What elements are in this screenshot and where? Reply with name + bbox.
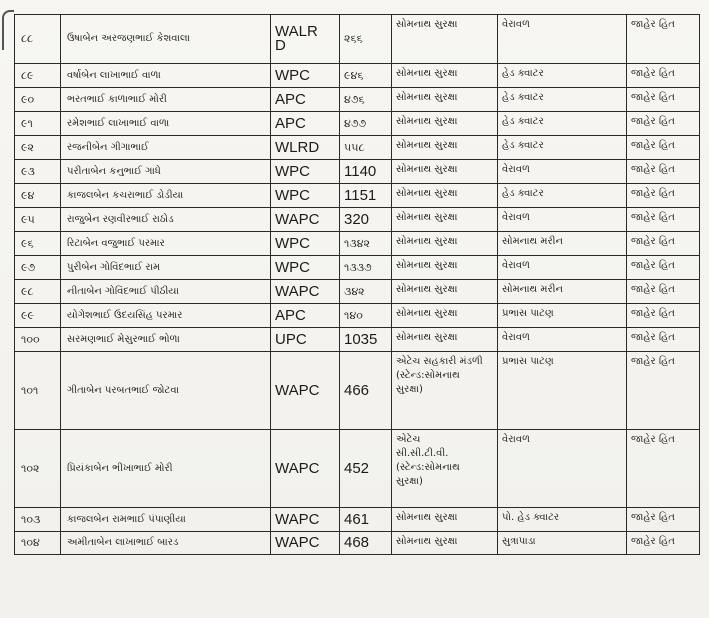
new-posting-cell: હેડ ક્વાટર bbox=[498, 184, 627, 208]
table-row bbox=[15, 508, 700, 532]
current-place-cell: સોમનાથ સુરક્ષા bbox=[392, 328, 498, 352]
new-posting-cell: વેરાવળ bbox=[498, 256, 627, 280]
employee-name-cell: કાજલબેન કચરાભાઈ ડોડીયા bbox=[61, 184, 271, 208]
designation-cell: WAPC bbox=[271, 532, 340, 555]
designation-cell: APC bbox=[271, 88, 340, 112]
current-place-cell: સોમનાથ સુરક્ષા bbox=[392, 304, 498, 328]
page-corner-mark bbox=[2, 10, 14, 50]
new-posting-cell: હેડ ક્વાટર bbox=[498, 64, 627, 88]
employee-name-cell: રાજુબેન રણવીરભાઈ રાઠોડ bbox=[61, 208, 271, 232]
serial-number-cell: ૯૧ bbox=[15, 112, 61, 136]
remark-cell: જાહેર હિત bbox=[627, 112, 700, 136]
buckle-number-cell: ૪૭૬ bbox=[340, 88, 392, 112]
new-posting-cell: પો. હેડ ક્વાટર bbox=[498, 508, 627, 532]
current-place-cell: સોમનાથ સુરક્ષા bbox=[392, 280, 498, 304]
employee-name-cell: પ્રિયંકાબેન ભીખાભાઈ મોરી bbox=[61, 430, 271, 508]
designation-cell: WALR D bbox=[271, 15, 340, 64]
current-place-cell: સોમનાથ સુરક્ષા bbox=[392, 508, 498, 532]
current-place-cell: સોમનાથ સુરક્ષા bbox=[392, 15, 498, 64]
new-posting-cell: વેરાવળ bbox=[498, 208, 627, 232]
employee-name-cell: ભરતભાઈ કાળાભાઈ મોરી bbox=[61, 88, 271, 112]
remark-cell: જાહેર હિત bbox=[627, 208, 700, 232]
serial-number-cell: ૮૮ bbox=[15, 15, 61, 64]
new-posting-cell: વેરાવળ bbox=[498, 328, 627, 352]
designation-cell: UPC bbox=[271, 328, 340, 352]
new-posting-cell: વેરાવળ bbox=[498, 160, 627, 184]
designation-cell: WPC bbox=[271, 64, 340, 88]
buckle-number-cell: ૨૬૬ bbox=[340, 15, 392, 64]
current-place-cell: સોમનાથ સુરક્ષા bbox=[392, 112, 498, 136]
new-posting-cell: હેડ ક્વાટર bbox=[498, 112, 627, 136]
designation-cell: WPC bbox=[271, 256, 340, 280]
new-posting-cell: વેરાવળ bbox=[498, 430, 627, 508]
designation-cell: WAPC bbox=[271, 352, 340, 430]
buckle-number-cell: ૯૪૬ bbox=[340, 64, 392, 88]
buckle-number-cell: 1035 bbox=[340, 328, 392, 352]
serial-number-cell: ૯૫ bbox=[15, 208, 61, 232]
remark-cell: જાહેર હિત bbox=[627, 304, 700, 328]
table-row bbox=[15, 136, 700, 160]
serial-number-cell: ૧૦૪ bbox=[15, 532, 61, 555]
employee-name-cell: રજનીબેન ગીગાભાઈ bbox=[61, 136, 271, 160]
remark-cell: જાહેર હિત bbox=[627, 280, 700, 304]
serial-number-cell: ૯૪ bbox=[15, 184, 61, 208]
designation-cell: WAPC bbox=[271, 208, 340, 232]
employee-name-cell: ઉષાબેન અરજણભાઈ કેશવાલા bbox=[61, 15, 271, 64]
current-place-cell: સોમનાથ સુરક્ષા bbox=[392, 64, 498, 88]
table-row bbox=[15, 280, 700, 304]
buckle-number-cell: 1140 bbox=[340, 160, 392, 184]
employee-name-cell: પરીતાબેન કનુભાઈ ગાધે bbox=[61, 160, 271, 184]
current-place-cell: સોમનાથ સુરક્ષા bbox=[392, 184, 498, 208]
current-place-cell: સોમનાથ સુરક્ષા bbox=[392, 256, 498, 280]
serial-number-cell: ૯૦ bbox=[15, 88, 61, 112]
remark-cell: જાહેર હિત bbox=[627, 328, 700, 352]
remark-cell: જાહેર હિત bbox=[627, 64, 700, 88]
buckle-number-cell: 461 bbox=[340, 508, 392, 532]
remark-cell: જાહેર હિત bbox=[627, 232, 700, 256]
table-row bbox=[15, 88, 700, 112]
remark-cell: જાહેર હિત bbox=[627, 184, 700, 208]
designation-cell: WPC bbox=[271, 184, 340, 208]
new-posting-cell: વેરાવળ bbox=[498, 15, 627, 64]
designation-cell: APC bbox=[271, 112, 340, 136]
buckle-number-cell: ૧૩૪૨ bbox=[340, 232, 392, 256]
new-posting-cell: પ્રભાસ પાટણ bbox=[498, 304, 627, 328]
designation-cell: WPC bbox=[271, 232, 340, 256]
buckle-number-cell: ૧૪૦ bbox=[340, 304, 392, 328]
buckle-number-cell: ૩૪૨ bbox=[340, 280, 392, 304]
serial-number-cell: ૧૦૧ bbox=[15, 352, 61, 430]
new-posting-cell: હેડ ક્વાટર bbox=[498, 136, 627, 160]
table-body bbox=[15, 15, 700, 555]
table-row bbox=[15, 256, 700, 280]
designation-cell: WLRD bbox=[271, 136, 340, 160]
employee-name-cell: અમીતાબેન લાખાભાઈ બારડ bbox=[61, 532, 271, 555]
employee-name-cell: સરમણભાઈ મેસુરભાઈ ભોળા bbox=[61, 328, 271, 352]
serial-number-cell: ૯૭ bbox=[15, 256, 61, 280]
current-place-cell: સોમનાથ સુરક્ષા bbox=[392, 532, 498, 555]
serial-number-cell: ૯૩ bbox=[15, 160, 61, 184]
current-place-cell: સોમનાથ સુરક્ષા bbox=[392, 136, 498, 160]
transfer-table bbox=[14, 14, 700, 555]
serial-number-cell: ૧૦૩ bbox=[15, 508, 61, 532]
remark-cell: જાહેર હિત bbox=[627, 256, 700, 280]
buckle-number-cell: 320 bbox=[340, 208, 392, 232]
table-row bbox=[15, 112, 700, 136]
employee-name-cell: નીતાબેન ગોવિંદભાઈ પીઠીયા bbox=[61, 280, 271, 304]
employee-name-cell: રિટાબેન વજુભાઈ પરમાર bbox=[61, 232, 271, 256]
serial-number-cell: ૯૨ bbox=[15, 136, 61, 160]
current-place-cell: સોમનાથ સુરક્ષા bbox=[392, 88, 498, 112]
designation-cell: WAPC bbox=[271, 508, 340, 532]
table-row bbox=[15, 232, 700, 256]
table-row bbox=[15, 15, 700, 64]
employee-name-cell: રમેશભાઈ લાખાભાઈ વાળા bbox=[61, 112, 271, 136]
employee-name-cell: યોગેશભાઈ ઉદયસિંહ પરમાર bbox=[61, 304, 271, 328]
current-place-cell: એટેચ સી.સી.ટી.વી. (સ્ટેન્ડ:સોમનાથ સુરક્ષા) bbox=[392, 430, 498, 508]
serial-number-cell: ૮૯ bbox=[15, 64, 61, 88]
current-place-cell: સોમનાથ સુરક્ષા bbox=[392, 232, 498, 256]
current-place-cell: સોમનાથ સુરક્ષા bbox=[392, 160, 498, 184]
serial-number-cell: ૧૦૦ bbox=[15, 328, 61, 352]
table-row bbox=[15, 352, 700, 430]
buckle-number-cell: ૫૫૮ bbox=[340, 136, 392, 160]
buckle-number-cell: 468 bbox=[340, 532, 392, 555]
table-row bbox=[15, 532, 700, 555]
remark-cell: જાહેર હિત bbox=[627, 88, 700, 112]
remark-cell: જાહેર હિત bbox=[627, 430, 700, 508]
new-posting-cell: હેડ ક્વાટર bbox=[498, 88, 627, 112]
buckle-number-cell: 452 bbox=[340, 430, 392, 508]
table-row bbox=[15, 304, 700, 328]
employee-name-cell: વર્ષાબેન લાખાભાઈ વાળા bbox=[61, 64, 271, 88]
employee-name-cell: પુરીબેન ગોવિંદભાઈ રામ bbox=[61, 256, 271, 280]
new-posting-cell: સુત્રાપાડા bbox=[498, 532, 627, 555]
table-row bbox=[15, 184, 700, 208]
remark-cell: જાહેર હિત bbox=[627, 508, 700, 532]
remark-cell: જાહેર હિત bbox=[627, 352, 700, 430]
buckle-number-cell: ૧૩૩૭ bbox=[340, 256, 392, 280]
serial-number-cell: ૧૦૨ bbox=[15, 430, 61, 508]
designation-cell: APC bbox=[271, 304, 340, 328]
remark-cell: જાહેર હિત bbox=[627, 160, 700, 184]
employee-name-cell: ગીતાબેન પરબતભાઈ જોટવા bbox=[61, 352, 271, 430]
new-posting-cell: સોમનાથ મરીન bbox=[498, 280, 627, 304]
remark-cell: જાહેર હિત bbox=[627, 15, 700, 64]
employee-name-cell: કાજલબેન રામભાઈ પંપાણીયા bbox=[61, 508, 271, 532]
new-posting-cell: સોમનાથ મરીન bbox=[498, 232, 627, 256]
buckle-number-cell: ૪૭૭ bbox=[340, 112, 392, 136]
current-place-cell: સોમનાથ સુરક્ષા bbox=[392, 208, 498, 232]
designation-cell: WPC bbox=[271, 160, 340, 184]
table-row bbox=[15, 430, 700, 508]
remark-cell: જાહેર હિત bbox=[627, 532, 700, 555]
buckle-number-cell: 1151 bbox=[340, 184, 392, 208]
table-row bbox=[15, 160, 700, 184]
table-row bbox=[15, 208, 700, 232]
new-posting-cell: પ્રભાસ પાટણ bbox=[498, 352, 627, 430]
designation-cell: WAPC bbox=[271, 430, 340, 508]
serial-number-cell: ૯૬ bbox=[15, 232, 61, 256]
table-row bbox=[15, 328, 700, 352]
designation-cell: WAPC bbox=[271, 280, 340, 304]
serial-number-cell: ૯૯ bbox=[15, 304, 61, 328]
table-row bbox=[15, 64, 700, 88]
current-place-cell: એટેચ સહકારી મંડળી (સ્ટેન્ડ:સોમનાથ સુરક્ષા) bbox=[392, 352, 498, 430]
buckle-number-cell: 466 bbox=[340, 352, 392, 430]
serial-number-cell: ૯૮ bbox=[15, 280, 61, 304]
remark-cell: જાહેર હિત bbox=[627, 136, 700, 160]
